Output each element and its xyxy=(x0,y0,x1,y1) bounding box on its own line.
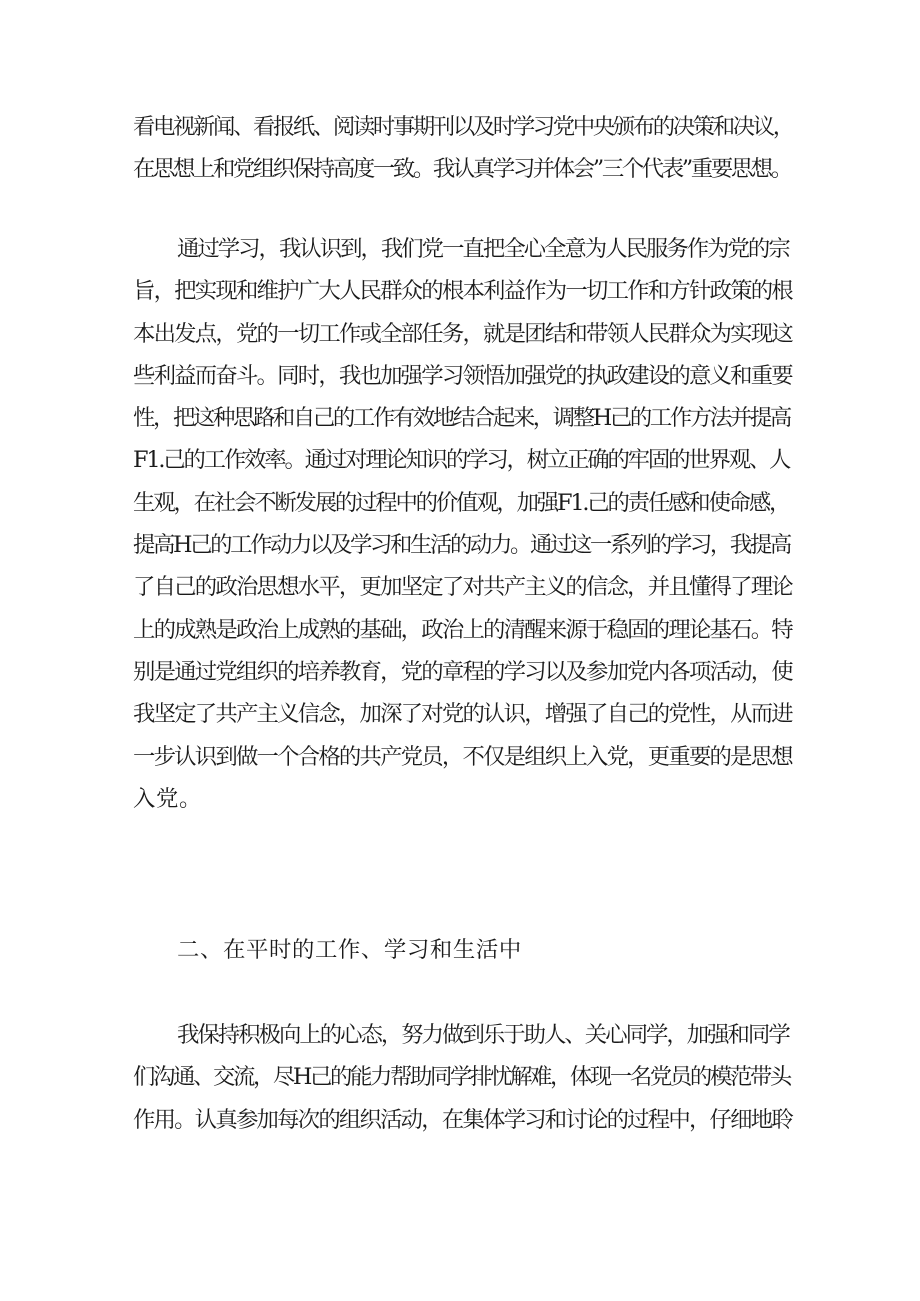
paragraph-2-line: 通过学习，我认识到，我们党一直把全心全意为人民服务作为党的宗 xyxy=(177,236,789,262)
paragraph-1 xyxy=(133,106,793,191)
paragraph-2-line: 提高H己的工作动力以及学习和生活的动力。通过这一系列的学习，我提高 xyxy=(133,532,790,559)
paragraph-2-line: 我坚定了共产主义信念，加深了对党的认识，增强了自己的党性，从而进 xyxy=(133,701,792,728)
paragraph-2 xyxy=(133,228,793,820)
paragraph-3-line: 我保持积极向上的心态，努力做到乐于助人、关心同学，加强和同学 xyxy=(177,1022,789,1048)
paragraph-3-line: 作用。认真参加每次的组织活动，在集体学习和讨论的过程中，仔细地聆 xyxy=(133,1106,792,1133)
paragraph-2-line: 些利益而奋斗。同时，我也加强学习领悟加强党的执政建设的意义和重要 xyxy=(133,362,792,389)
paragraph-2-line: 生观，在社会不断发展的过程中的价值观，加强F1.己的责任感和使命感， xyxy=(133,489,790,516)
paragraph-2-line: 了自己的政治思想水平，更加坚定了对共产主义的信念，并且懂得了理论 xyxy=(133,574,792,601)
paragraph-2-line: 上的成熟是政治上成熟的基础，政治上的清醒来源于稳固的理论基石。特 xyxy=(133,616,792,643)
paragraph-2-line: 别是通过党组织的培养教育，党的章程的学习以及参加党内各项活动，使 xyxy=(133,658,792,685)
paragraph-2-line: 入党。 xyxy=(133,785,202,812)
paragraph-3-line: 们沟通、交流，尽H己的能力帮助同学排忧解难，体现一名党员的模范带头 xyxy=(133,1064,790,1091)
paragraph-1-line: 看电视新闻、看报纸、阅读时事期刊以及时学习党中央颁布的决策和决议， xyxy=(133,114,793,140)
paragraph-3 xyxy=(133,1014,793,1141)
paragraph-2-line: F1.己的工作效率。通过对理论知识的学习，树立正确的牢固的世界观、人 xyxy=(133,447,790,474)
paragraph-2-line: 旨，把实现和维护广大人民群众的根本利益作为一切工作和方针政策的根 xyxy=(133,278,792,305)
paragraph-2-line: 本出发点，党的一切工作或全部任务，就是团结和带领人民群众为实现这 xyxy=(133,320,792,347)
paragraph-2-line: 性，把这种思路和自己的工作有效地结合起来，调整H己的工作方法并提高 xyxy=(133,405,790,432)
section-heading xyxy=(133,929,793,971)
paragraph-2-line: 一步认识到做一个合格的共产党员，不仅是组织上入党，更重要的是思想 xyxy=(133,743,792,770)
paragraph-1-line: 在思想上和党组织保持高度一致。我认真学习并体会”三个代表”重要思想。 xyxy=(133,156,791,183)
section-heading-text: 二、在平时的工作、学习和生活中 xyxy=(177,937,522,963)
